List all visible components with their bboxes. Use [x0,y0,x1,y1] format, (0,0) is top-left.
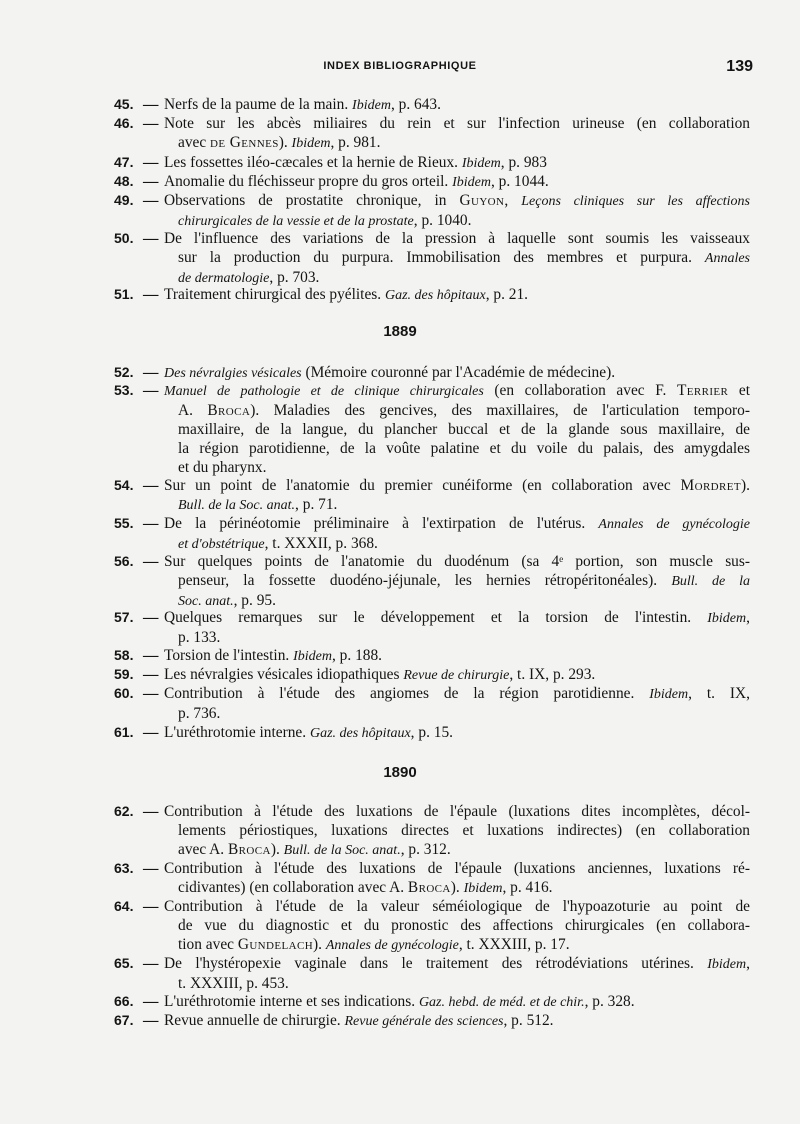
citation-italic: Manuel de pathologie et de clinique chirurgicales [164,384,484,399]
entry-line: et du pharynx. [178,459,267,476]
entry-line: Traitement chirurgical des pyélites. Gaz. des hôpitaux, p. 21. [164,286,529,303]
entry-dash: — [143,115,159,132]
entry-dash: — [143,286,159,303]
author-name: Terrier [676,382,729,399]
entry-line: avec A. Broca). Bull. de la Soc. anat., p. 312. [178,841,451,858]
author-name: Broca [228,841,271,858]
entry-text [164,646,750,666]
entry-dash: — [143,364,159,381]
author-name: Mordret [680,477,742,494]
entry-line: Sur quelques points de l'anatomie du duodénum (sa 4ᵉ portion, son muscle sus- [164,553,750,570]
entry-line: De l'hystéropexie vaginale dans le traitement des rétrodéviations utérines. Ibidem, [164,955,750,972]
entry-number: 50. [114,230,134,246]
entry-line: Bull. de la Soc. anat., p. 71. [178,496,338,513]
entry-text [164,802,750,860]
entry-dash: — [143,230,159,247]
entry-text [164,1011,750,1031]
entry-dash: — [143,724,159,741]
entry-text [164,153,750,173]
entry-text [164,191,750,231]
entry-dash: — [143,96,159,113]
entry-text [164,476,750,515]
entry-dash: — [143,803,159,820]
entry-number: 49. [114,192,134,208]
citation-italic: Soc. anat. [178,594,234,609]
entry-text [164,514,750,554]
author-name: de Gennes [210,134,279,151]
entry-line: Manuel de pathologie et de clinique chirurgicales (en collaboration avec F. Terrier et [164,382,750,399]
entry-number: 59. [114,666,134,682]
citation-italic: Ibidem [707,611,747,626]
entry-number: 60. [114,685,134,701]
citation-italic: Annales [704,251,750,266]
citation-italic: Gaz. hebd. de méd. et de chir. [418,995,585,1010]
entry-text [164,859,750,898]
entry-dash: — [143,1012,159,1029]
citation-italic: Des névralgies vésicales [164,366,302,381]
entry-line: la région parotidienne, de la voûte palatine et du voile du palais, des amygdales [178,440,750,457]
entry-line: L'uréthrotomie interne. Gaz. des hôpitaux, p. 15. [164,724,453,741]
entry-line: t. XXXIII, p. 453. [178,975,289,992]
citation-italic: Ibidem [293,649,332,664]
citation-italic: Leçons cliniques sur les affections [521,194,751,209]
entry-number: 51. [114,286,134,302]
entry-line: De la périnéotomie préliminaire à l'extirpation de l'utérus. Annales de gynécologie [164,515,750,532]
entry-dash: — [143,666,159,683]
entry-number: 65. [114,955,134,971]
entry-dash: — [143,192,159,209]
entry-number: 45. [114,96,134,112]
entry-line: Contribution à l'étude des angiomes de la région parotidienne. Ibidem, t. IX, [164,685,750,702]
entry-number: 66. [114,993,134,1009]
entry-dash: — [143,685,159,702]
entry-line: Des névralgies vésicales (Mémoire couronné par l'Académie de médecine). [164,364,616,381]
author-name: Guyon [459,192,505,209]
entry-dash: — [143,955,159,972]
year-heading: 1889 [383,323,417,340]
citation-italic: Ibidem [352,98,391,113]
running-header [0,58,800,82]
entry-text [164,897,750,955]
entry-number: 55. [114,515,134,531]
entry-dash: — [143,860,159,877]
entry-text [164,684,750,723]
citation-italic: Annales de gynécologie [598,517,750,532]
entry-number: 48. [114,173,134,189]
author-name: Broca [207,402,251,419]
year-heading: 1890 [383,764,417,781]
author-name: Broca [407,879,451,896]
entry-text [164,608,750,647]
entry-text [164,285,750,305]
entry-text [164,381,750,477]
entry-line: Torsion de l'intestin. Ibidem, p. 188. [164,647,383,664]
citation-italic: Annales de gynécologie [325,938,459,953]
entry-dash: — [143,477,159,494]
citation-italic: Bull. de la Soc. anat. [178,498,296,513]
entry-line: maxillaire, de la langue, du plancher buccal et de la glande sous maxillaire, de [178,421,750,438]
entry-number: 56. [114,553,134,569]
entry-number: 53. [114,382,134,398]
entry-dash: — [143,154,159,171]
entry-number: 58. [114,647,134,663]
running-title: INDEX BIBLIOGRAPHIQUE [323,60,477,72]
entry-text [164,95,750,115]
entry-line: penseur, la fossette duodéno-jéjunale, les hernies rétropéritonéales). Bull. de la [178,572,750,589]
entry-line: p. 736. [178,705,221,722]
entry-line: Quelques remarques sur le développement et la torsion de l'intestin. Ibidem, [164,609,750,626]
entry-line: p. 133. [178,629,221,646]
citation-italic: Bull. de la [671,574,750,589]
citation-italic: Ibidem [461,156,501,171]
citation-italic: Ibidem [452,175,491,190]
citation-italic: Ibidem [463,881,503,896]
entry-number: 52. [114,364,134,380]
entry-line: sur la production du purpura. Immobilisation des membres et purpura. Annales [178,249,750,266]
entry-dash: — [143,993,159,1010]
entry-number: 61. [114,724,134,740]
citation-italic: Revue de chirurgie [403,668,510,683]
entry-number: 63. [114,860,134,876]
entry-text [164,665,750,685]
entry-line: Anomalie du fléchisseur propre du gros orteil. Ibidem, p. 1044. [164,173,549,190]
entry-number: 64. [114,898,134,914]
entry-number: 67. [114,1012,134,1028]
entry-number: 54. [114,477,134,493]
entry-number: 47. [114,154,134,170]
entry-dash: — [143,647,159,664]
entry-dash: — [143,382,159,399]
entry-text [164,229,750,288]
entry-line: Observations de prostatite chronique, in Guyon, Leçons cliniques sur les affections [164,192,751,209]
citation-italic: Ibidem [707,957,747,972]
entry-text [164,363,750,383]
entry-text [164,552,750,611]
entry-dash: — [143,173,159,190]
entry-line: de dermatologie, p. 703. [178,269,320,286]
entry-line: lements périostiques, luxations directes et luxations indirectes) (en collaboration [178,822,750,839]
citation-italic: Ibidem [291,136,331,151]
page-number: 139 [726,58,753,75]
entry-line: L'uréthrotomie interne et ses indications. Gaz. hebd. de méd. et de chir., p. 328. [164,993,635,1010]
citation-italic: Revue générale des sciences [344,1014,504,1029]
entry-dash: — [143,609,159,626]
entry-line: de vue du diagnostic et du pronostic des affections chirurgicales (en collabora- [178,917,750,934]
citation-italic: Gaz. des hôpitaux [384,288,486,303]
entry-line: Les névralgies vésicales idiopathiques Revue de chirurgie, t. IX, p. 293. [164,666,596,683]
entry-line: tion avec Gundelach). Annales de gynécologie, t. XXXIII, p. 17. [178,936,570,953]
entry-line: et d'obstétrique, t. XXXII, p. 368. [178,535,378,552]
entry-text [164,172,750,192]
entry-line: Contribution à l'étude des luxations de l'épaule (luxations dites incomplètes, décol- [164,803,750,820]
entry-line: Note sur les abcès miliaires du rein et sur l'infection urineuse (en collaboration [164,115,750,132]
entry-dash: — [143,553,159,570]
entry-line: chirurgicales de la vessie et de la prostate, p. 1040. [178,212,472,229]
entry-text [164,723,750,743]
entry-line: Revue annuelle de chirurgie. Revue générale des sciences, p. 512. [164,1012,554,1029]
citation-italic: de dermatologie [178,271,270,286]
entry-line: avec de Gennes). Ibidem, p. 981. [178,134,381,151]
entry-line: cidivantes) (en collaboration avec A. Broca). Ibidem, p. 416. [178,879,553,896]
entry-line: A. Broca). Maladies des gencives, des maxillaires, de l'articulation temporo- [178,402,750,419]
entry-line: Nerfs de la paume de la main. Ibidem, p. 643. [164,96,441,113]
entry-line: Contribution à l'étude de la valeur séméiologique de l'hypoazoturie au point de [164,898,750,915]
citation-italic: Bull. de la Soc. anat. [283,843,401,858]
entry-number: 46. [114,115,134,131]
citation-italic: Ibidem [649,687,689,702]
entry-dash: — [143,898,159,915]
author-name: Gundelach [237,936,314,953]
entry-text [164,992,750,1012]
entry-line: Soc. anat., p. 95. [178,592,276,609]
citation-italic: chirurgicales de la vessie et de la prostate [178,214,414,229]
entry-line: De l'influence des variations de la pression à laquelle sont soumis les vaisseaux [164,230,750,247]
citation-italic: et d'obstétrique [178,537,265,552]
entry-line: Sur un point de l'anatomie du premier cunéiforme (en collaboration avec Mordret). [164,477,750,494]
entry-line: Contribution à l'étude des luxations de l'épaule (luxations anciennes, luxations ré- [164,860,750,877]
entry-number: 62. [114,803,134,819]
entry-text [164,954,750,993]
entry-line: Les fossettes iléo-cæcales et la hernie de Rieux. Ibidem, p. 983 [164,154,547,171]
entry-text [164,114,750,153]
citation-italic: Gaz. des hôpitaux [309,726,411,741]
entry-number: 57. [114,609,134,625]
entry-dash: — [143,515,159,532]
